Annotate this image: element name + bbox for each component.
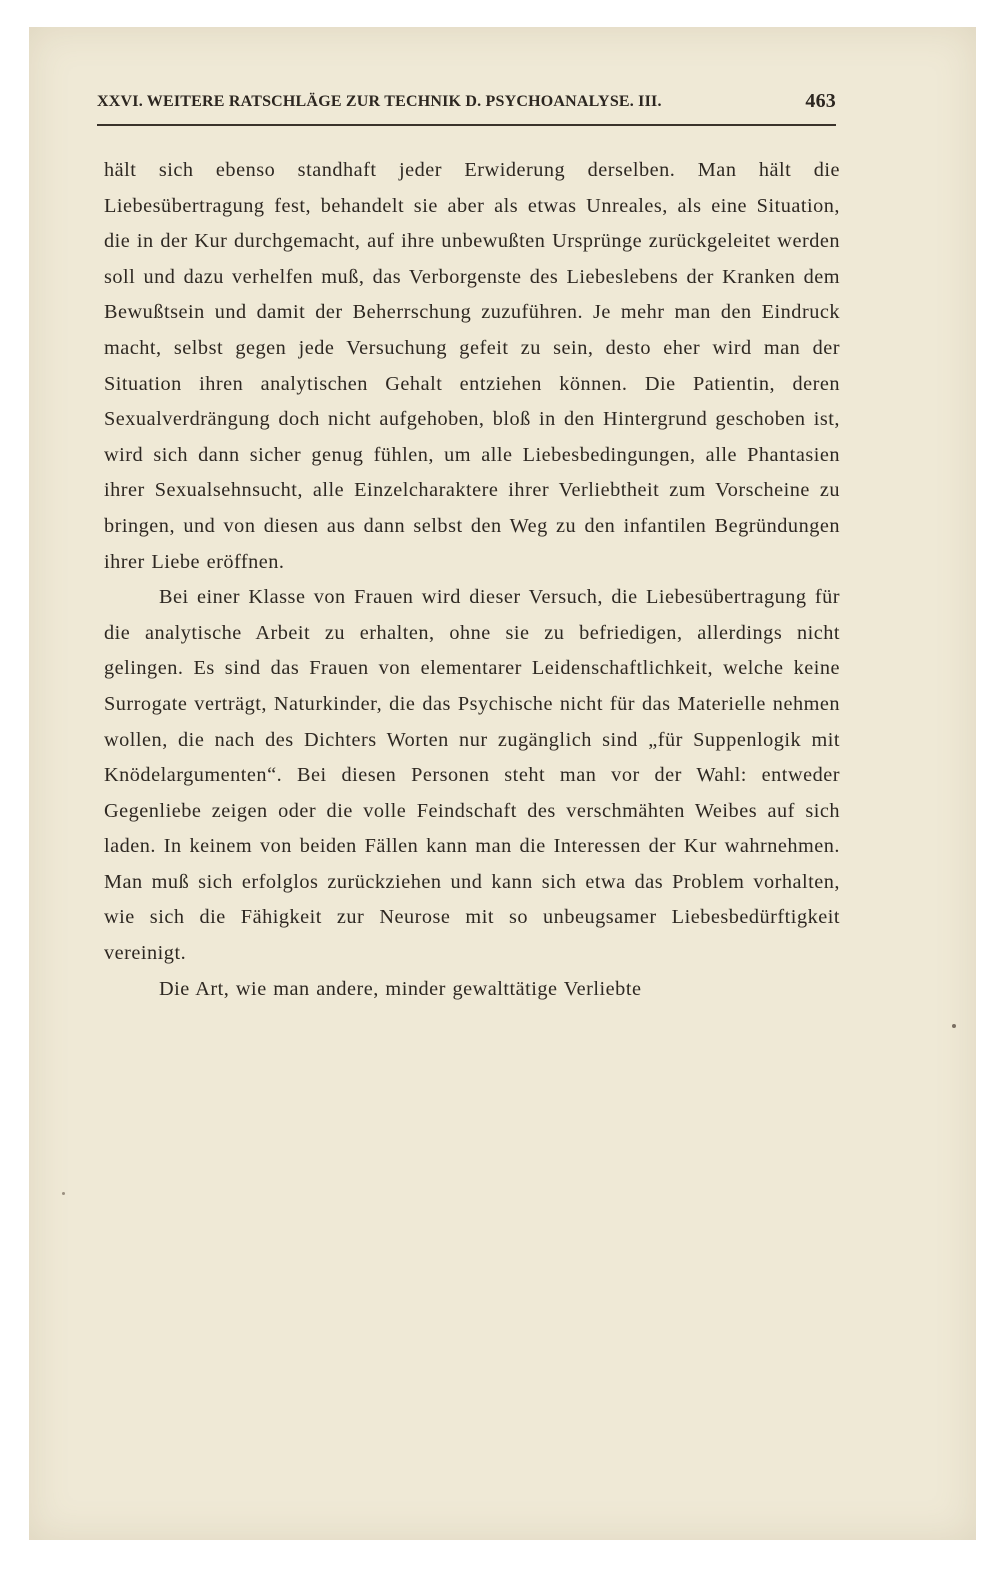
paragraph-1: hält sich ebenso standhaft jeder Erwiderung derselben. Man hält die Liebesübertragung fest, behandelt sie aber als etwas Unreales, als eine Situation, die in der Kur durchgemacht, auf ihre unbewußten Ursprünge zurückgeleitet werden soll und dazu verhelfen muß, das Verborgenste des Liebeslebens der Kranken dem Bewußtsein und damit der Beherrschung zuzuführen. Je mehr man den Eindruck macht, selbst gegen jede Versuchung gefeit zu sein, desto eher wird man der Situation ihren analytischen Gehalt entziehen können. Die Patientin, deren Sexualverdrängung doch nicht aufgehoben, bloß in den Hintergrund geschoben ist, wird sich dann sicher genug fühlen, um alle Liebesbedingungen, alle Phantasien ihrer Sexualsehnsucht, alle Einzelcharaktere ihrer Verliebtheit zum Vorscheine zu bringen, und von diesen aus dann selbst den Weg zu den infantilen Begründungen ihrer Liebe eröffnen. (104, 159, 840, 573)
page-header (97, 90, 836, 114)
paragraph-2: Bei einer Klasse von Frauen wird dieser Versuch, die Liebesübertragung für die analytische Arbeit zu erhalten, ohne sie zu befriedigen, allerdings nicht gelingen. Es sind das Frauen von elementarer Leidenschaftlichkeit, welche keine Surrogate verträgt, Naturkinder, die das Psychische nicht für das Materielle nehmen wollen, die nach des Dichters Worten nur zugänglich sind „für Suppenlogik mit Knödelargumenten“. Bei diesen Personen steht man vor der Wahl: entweder Gegenliebe zeigen oder die volle Feindschaft des verschmähten Weibes auf sich laden. In keinem von beiden Fällen kann man die Interessen der Kur wahrnehmen. Man muß sich erfolglos zurückziehen und kann sich etwa das Problem vorhalten, wie sich die Fähigkeit zur Neurose mit so unbeugsamer Liebesbedürftigkeit vereinigt. (104, 586, 840, 965)
header-rule (97, 124, 836, 126)
paper-speck (62, 1192, 65, 1195)
body-text (104, 153, 840, 1007)
page-number: 463 (805, 90, 836, 112)
running-head: XXVI. WEITERE RATSCHLÄGE ZUR TECHNIK D. PSYCHOANALYSE. III. (97, 93, 662, 110)
paragraph-3: Die Art, wie man andere, minder gewalttätige Verliebte (159, 977, 642, 1000)
paper-speck (952, 1024, 956, 1028)
